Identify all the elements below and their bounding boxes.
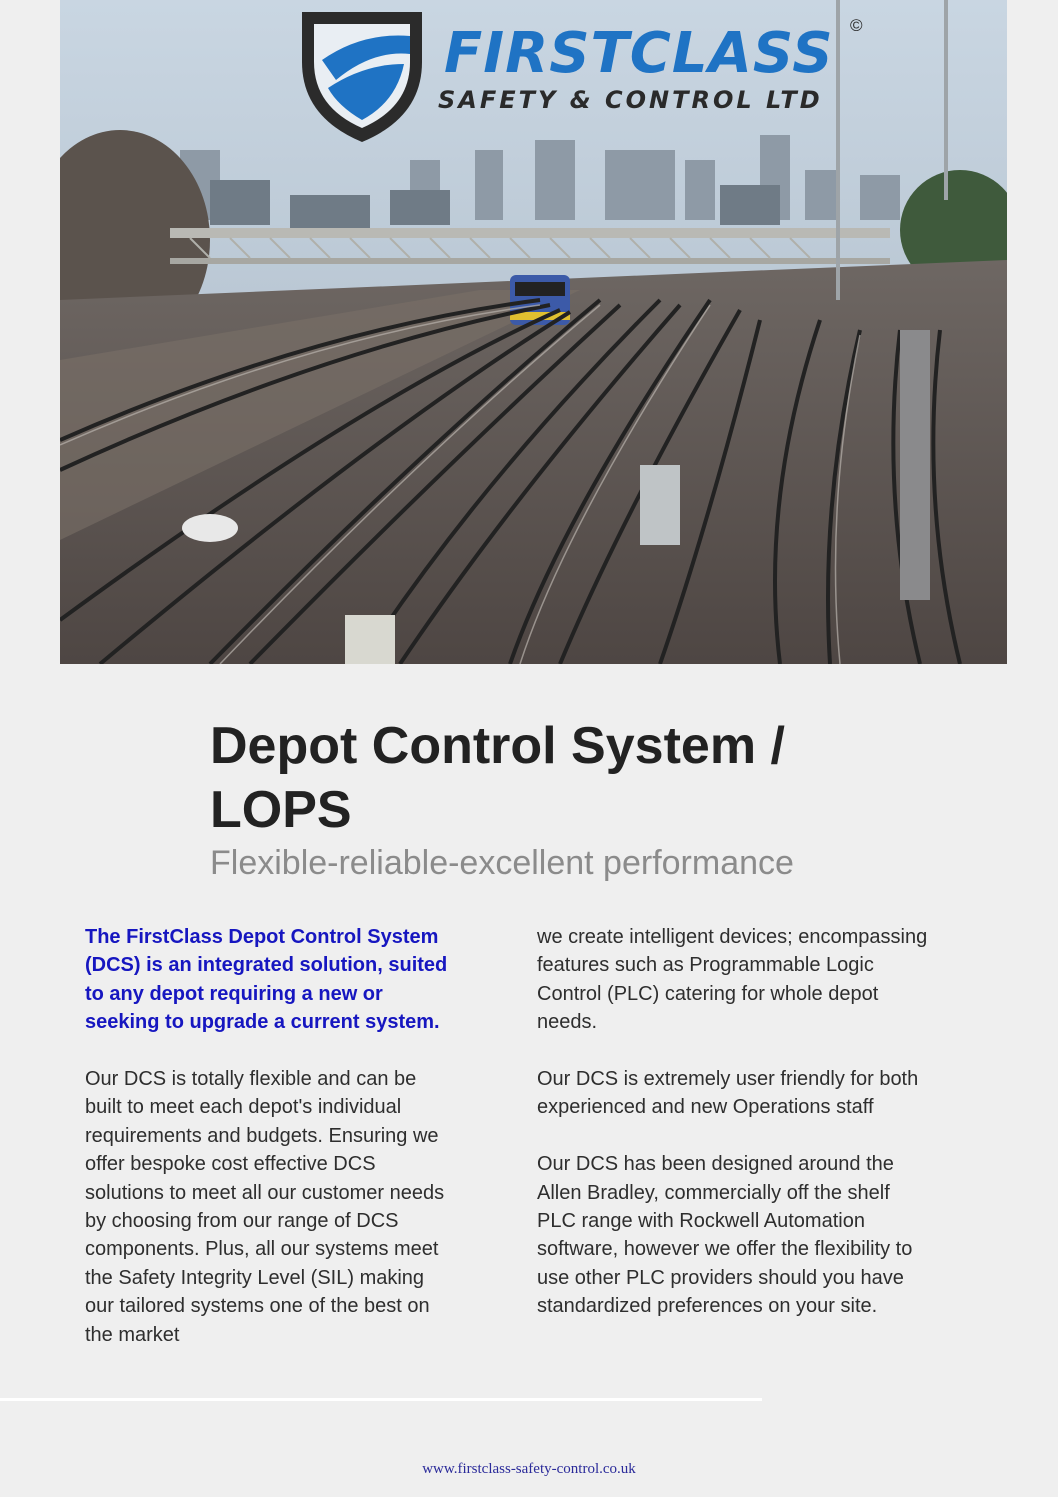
body-paragraph: Our DCS is extremely user friendly for both experienced and new Operations staff (537, 1068, 919, 1119)
company-logo (292, 2, 872, 147)
left-column (85, 923, 455, 1377)
body-paragraph: we create intelligent devices; encompassing features such as Programmable Logic Control (PLC) catering for whole depot needs. (537, 926, 928, 1034)
copyright-mark: © (850, 16, 863, 35)
hero-image (60, 0, 1007, 664)
page-title: Depot Control System / LOPS (210, 717, 785, 839)
body-paragraph: Our DCS has been designed around the Allen Bradley, commercially off the shelf PLC range with Rockwell Automation software, however we offer the flexibility to use other PLC providers should you have standardized preferences on your site. (537, 1153, 913, 1318)
shield-icon (292, 2, 432, 147)
divider (0, 1398, 762, 1401)
body-paragraph: Our DCS is totally flexible and can be built to meet each depot's individual requirements and budgets. Ensuring we offer bespoke cost effective DCS solutions to meet all our customer needs by choosing from our range of DCS components. Plus, all our systems meet the Safety Integrity Level (SIL) making our tailored systems one of the best on the market (85, 1068, 445, 1346)
footer-website-link[interactable]: www.firstclass-safety-control.co.uk (422, 1461, 636, 1477)
brand-tagline: SAFETY & CONTROL LTD (438, 86, 823, 114)
brand-name: FIRSTCLASS (444, 21, 834, 86)
lead-paragraph: The FirstClass Depot Control System (DCS) is an integrated solution, suited to any depot requiring a new or seeking to upgrade a current system. (85, 926, 448, 1034)
page-subtitle: Flexible-reliable-excellent performance (210, 844, 794, 882)
right-column (537, 923, 932, 1349)
